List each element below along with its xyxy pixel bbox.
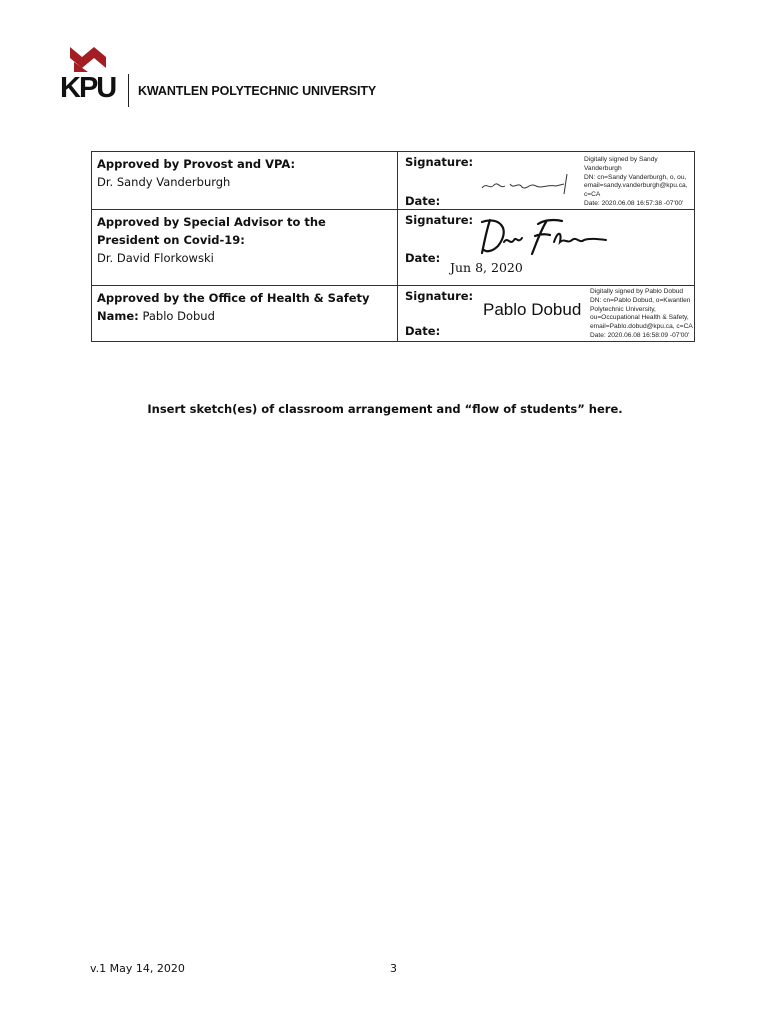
approver-role: Approved by Special Advisor to the President on Covid-19: [97, 215, 326, 247]
name-label: Name: [97, 309, 139, 323]
vanderburgh-signature-icon [478, 172, 573, 200]
signature-label: Signature: [405, 213, 474, 227]
page-number: 3 [390, 962, 397, 975]
approver-cell [92, 210, 398, 286]
approval-row-provost [92, 152, 695, 210]
kpu-logo [58, 44, 378, 108]
signature-cell [398, 152, 695, 210]
approver-name: Pablo Dobud [142, 309, 215, 323]
typed-signature: Pablo Dobud [483, 300, 582, 319]
signature-cell [398, 210, 695, 286]
digital-signature-details: Digitally signed by Sandy Vanderburgh DN: cn=Sandy Vanderburgh, o, ou, email=sandy.vanderburgh@kpu.ca, c=CA Date: 2020.06.08 16:57:38 -07'00' [584, 156, 688, 207]
approver-cell [92, 286, 398, 342]
florkowski-signature-icon [480, 216, 610, 256]
date-label: Date: [405, 324, 441, 338]
approver-role: Approved by the Office of Health & Safety [97, 291, 370, 305]
approval-row-covid-advisor [92, 210, 695, 286]
approver-role: Approved by Provost and VPA: [97, 157, 296, 171]
signature-label: Signature: [405, 155, 474, 169]
university-name: KWANTLEN POLYTECHNIC UNIVERSITY [138, 84, 377, 98]
logo-abbrev: KPU [60, 72, 116, 104]
date-label: Date: [405, 251, 441, 265]
signature-cell [398, 286, 695, 342]
approver-cell [92, 152, 398, 210]
approver-name-line [97, 307, 391, 325]
approval-row-health-safety [92, 286, 695, 342]
digital-signature-details: Digitally signed by Pablo Dobud DN: cn=Pablo Dobud, o=Kwantlen Polytechnic University, ou=Occupational Health & Safety, email=Pablo.dobud@kpu.ca, c=CA Date: 2020.06.08 16:58:09 -07'00' [590, 288, 693, 339]
approver-name: Dr. Sandy Vanderburgh [97, 175, 231, 189]
signature-label: Signature: [405, 289, 474, 303]
logo-divider [128, 74, 129, 107]
date-label: Date: [405, 194, 441, 208]
approver-name: Dr. David Florkowski [97, 251, 214, 265]
approvals-table [91, 151, 695, 342]
handwritten-date: Jun 8, 2020 [450, 260, 523, 275]
footer-version: v.1 May 14, 2020 [90, 962, 185, 975]
sketch-instruction: Insert sketch(es) of classroom arrangement and “flow of students” here. [147, 402, 623, 416]
